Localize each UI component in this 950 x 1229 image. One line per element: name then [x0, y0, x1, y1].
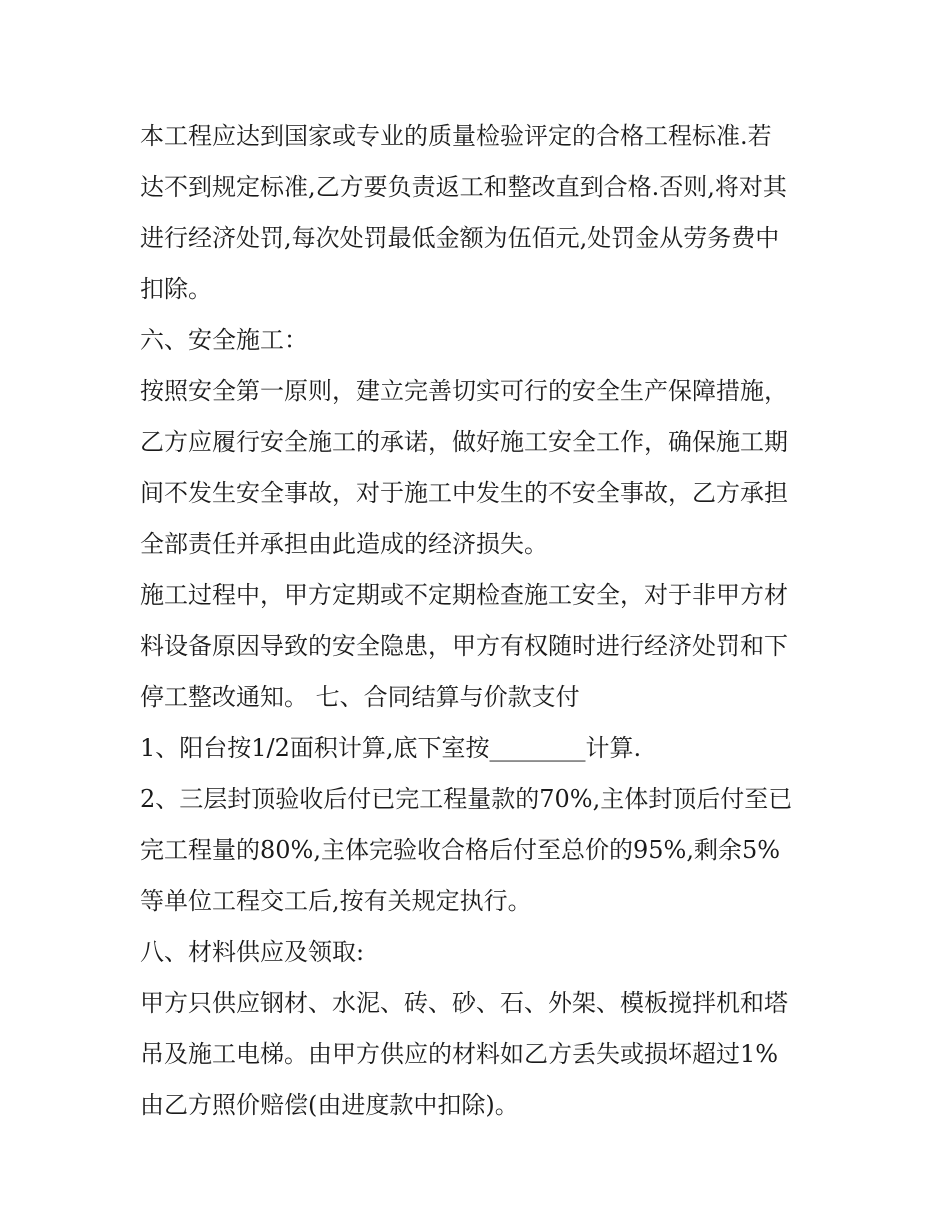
text-line: 等单位工程交工后,按有关规定执行。 [140, 887, 532, 915]
text-line: 完工程量的80%,主体完验收合格后付至总价的95%,剩余5% [140, 836, 781, 864]
text-line: 达不到规定标准,乙方要负责返工和整改直到合格.否则,将对其 [140, 173, 787, 201]
text-line: 停工整改通知。 七、合同结算与价款支付 [140, 683, 580, 711]
section-heading: 八、材料供应及领取: [140, 938, 365, 966]
text-line: 乙方应履行安全施工的承诺，做好施工安全工作，确保施工期 [140, 428, 788, 456]
paragraph-materials-supply [140, 978, 820, 1131]
text-line: 由乙方照价赔偿(由进度款中扣除)。 [140, 1091, 519, 1119]
text-line: 甲方只供应钢材、水泥、砖、砂、石、外架、模板搅拌机和塔 [140, 989, 788, 1017]
text-line: 料设备原因导致的安全隐患，甲方有权随时进行经济处罚和下 [140, 632, 788, 660]
clause-settlement-1 [140, 723, 820, 774]
paragraph-safety-principle [140, 366, 820, 570]
text-line: 1、阳台按1/2面积计算,底下室按________计算. [140, 734, 642, 762]
paragraph-quality-standard [140, 111, 820, 315]
section-heading-materials [140, 927, 820, 978]
text-line: 按照安全第一原则，建立完善切实可行的安全生产保障措施， [140, 377, 788, 405]
clause-settlement-2 [140, 774, 820, 927]
text-line: 吊及施工电梯。由甲方供应的材料如乙方丢失或损坏超过1% [140, 1040, 779, 1068]
text-line: 间不发生安全事故，对于施工中发生的不安全事故，乙方承担 [140, 479, 788, 507]
document-body [140, 111, 820, 1131]
text-line: 2、三层封顶验收后付已完工程量款的70%,主体封顶后付至已 [140, 785, 793, 813]
section-heading-safety [140, 315, 820, 366]
section-heading: 六、安全施工： [140, 326, 308, 354]
text-line: 全部责任并承担由此造成的经济损失。 [140, 530, 548, 558]
text-line: 施工过程中，甲方定期或不定期检查施工安全，对于非甲方材 [140, 581, 788, 609]
text-line: 扣除。 [140, 275, 212, 303]
paragraph-safety-inspection [140, 570, 820, 723]
text-line: 进行经济处罚,每次处罚最低金额为伍佰元,处罚金从劳务费中 [140, 224, 780, 252]
text-line: 本工程应达到国家或专业的质量检验评定的合格工程标准.若 [140, 122, 772, 150]
